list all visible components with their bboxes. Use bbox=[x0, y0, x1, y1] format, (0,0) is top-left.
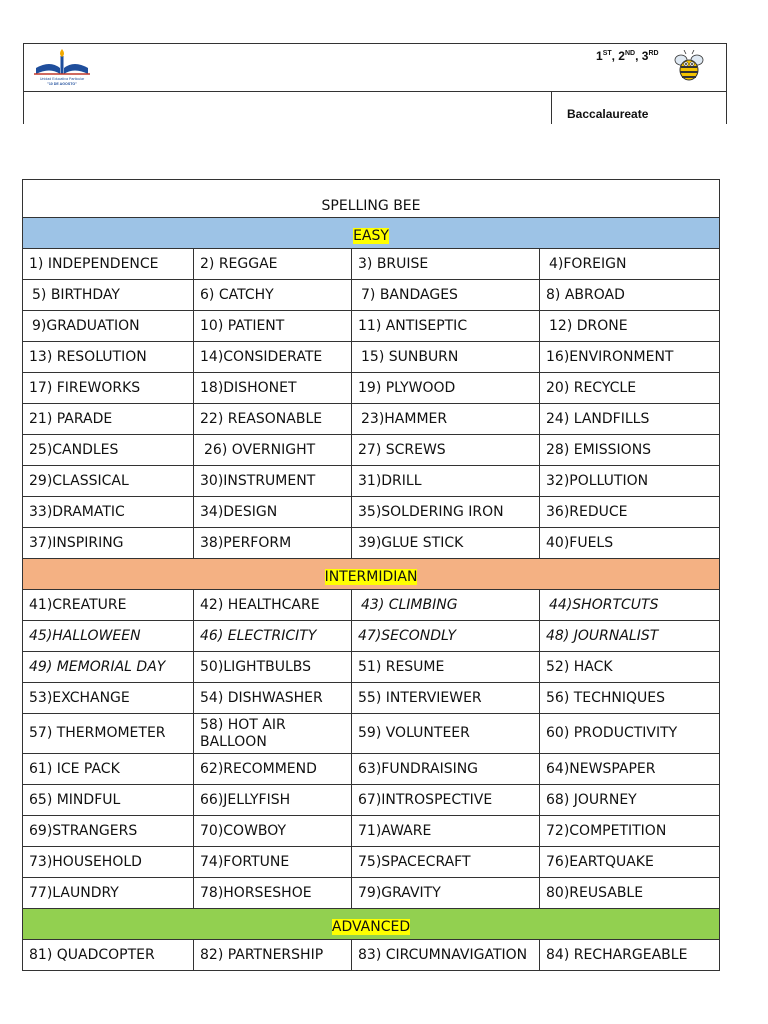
table-row bbox=[23, 816, 720, 847]
word-cell: 31)DRILL bbox=[352, 466, 540, 497]
word-cell: 64)NEWSPAPER bbox=[540, 754, 720, 785]
word-cell: 13) RESOLUTION bbox=[23, 342, 194, 373]
table-row bbox=[23, 878, 720, 909]
word-cell: 58) HOT AIR BALLOON bbox=[194, 714, 352, 754]
word-cell: 53)EXCHANGE bbox=[23, 683, 194, 714]
table-row bbox=[23, 342, 720, 373]
table-row bbox=[23, 466, 720, 497]
header-column-divider bbox=[551, 91, 552, 124]
word-cell: 83) CIRCUMNAVIGATION bbox=[352, 940, 540, 971]
word-cell: 65) MINDFUL bbox=[23, 785, 194, 816]
table-row bbox=[23, 311, 720, 342]
level-label: Baccalaureate bbox=[567, 107, 649, 121]
word-cell: 5) BIRTHDAY bbox=[23, 280, 194, 311]
word-cell: 79)GRAVITY bbox=[352, 878, 540, 909]
table-row bbox=[23, 683, 720, 714]
word-cell: 60) PRODUCTIVITY bbox=[540, 714, 720, 754]
word-cell: 39)GLUE STICK bbox=[352, 528, 540, 559]
table-title: SPELLING BEE bbox=[23, 180, 720, 218]
word-cell: 8) ABROAD bbox=[540, 280, 720, 311]
table-row bbox=[23, 528, 720, 559]
word-cell: 55) INTERVIEWER bbox=[352, 683, 540, 714]
word-cell: 18)DISHONET bbox=[194, 373, 352, 404]
word-cell: 78)HORSESHOE bbox=[194, 878, 352, 909]
word-cell: 3) BRUISE bbox=[352, 249, 540, 280]
word-cell: 63)FUNDRAISING bbox=[352, 754, 540, 785]
word-cell: 71)AWARE bbox=[352, 816, 540, 847]
table-row bbox=[23, 785, 720, 816]
word-cell: 10) PATIENT bbox=[194, 311, 352, 342]
word-cell: 9)GRADUATION bbox=[23, 311, 194, 342]
word-cell: 6) CATCHY bbox=[194, 280, 352, 311]
word-cell: 25)CANDLES bbox=[23, 435, 194, 466]
section-header-easy bbox=[23, 218, 720, 249]
section-label-intermediate: INTERMIDIAN bbox=[324, 569, 418, 585]
word-cell: 21) PARADE bbox=[23, 404, 194, 435]
table-row bbox=[23, 373, 720, 404]
word-cell: 47)SECONDLY bbox=[352, 621, 540, 652]
word-cell: 23)HAMMER bbox=[352, 404, 540, 435]
word-cell: 49) MEMORIAL DAY bbox=[23, 652, 194, 683]
word-cell: 12) DRONE bbox=[540, 311, 720, 342]
word-cell: 74)FORTUNE bbox=[194, 847, 352, 878]
word-cell: 67)INTROSPECTIVE bbox=[352, 785, 540, 816]
table-row bbox=[23, 280, 720, 311]
word-cell: 50)LIGHTBULBS bbox=[194, 652, 352, 683]
word-cell: 22) REASONABLE bbox=[194, 404, 352, 435]
word-cell: 57) THERMOMETER bbox=[23, 714, 194, 754]
word-cell: 72)COMPETITION bbox=[540, 816, 720, 847]
word-cell: 35)SOLDERING IRON bbox=[352, 497, 540, 528]
table-row bbox=[23, 714, 720, 754]
word-cell: 24) LANDFILLS bbox=[540, 404, 720, 435]
table-row bbox=[23, 621, 720, 652]
word-cell: 29)CLASSICAL bbox=[23, 466, 194, 497]
word-cell: 45)HALLOWEEN bbox=[23, 621, 194, 652]
table-row bbox=[23, 590, 720, 621]
word-cell: 51) RESUME bbox=[352, 652, 540, 683]
word-cell: 66)JELLYFISH bbox=[194, 785, 352, 816]
word-cell: 43) CLIMBING bbox=[352, 590, 540, 621]
svg-text:"10 DE AGOSTO": "10 DE AGOSTO" bbox=[47, 82, 77, 86]
word-cell: 70)COWBOY bbox=[194, 816, 352, 847]
table-row bbox=[23, 404, 720, 435]
word-cell: 27) SCREWS bbox=[352, 435, 540, 466]
word-cell: 16)ENVIRONMENT bbox=[540, 342, 720, 373]
school-logo-icon bbox=[32, 48, 92, 88]
word-cell: 61) ICE PACK bbox=[23, 754, 194, 785]
table-row bbox=[23, 497, 720, 528]
word-cell: 33)DRAMATIC bbox=[23, 497, 194, 528]
word-cell: 54) DISHWASHER bbox=[194, 683, 352, 714]
word-cell: 77)LAUNDRY bbox=[23, 878, 194, 909]
word-cell: 36)REDUCE bbox=[540, 497, 720, 528]
section-label-easy: EASY bbox=[353, 228, 389, 244]
word-cell: 28) EMISSIONS bbox=[540, 435, 720, 466]
word-cell: 52) HACK bbox=[540, 652, 720, 683]
word-cell: 2) REGGAE bbox=[194, 249, 352, 280]
word-cell: 37)INSPIRING bbox=[23, 528, 194, 559]
word-cell: 15) SUNBURN bbox=[352, 342, 540, 373]
word-cell: 80)REUSABLE bbox=[540, 878, 720, 909]
header-divider bbox=[24, 91, 726, 92]
table-row bbox=[23, 847, 720, 878]
word-cell: 81) QUADCOPTER bbox=[23, 940, 194, 971]
word-cell: 7) BANDAGES bbox=[352, 280, 540, 311]
word-cell: 76)EARTQUAKE bbox=[540, 847, 720, 878]
table-row bbox=[23, 652, 720, 683]
word-cell: 48) JOURNALIST bbox=[540, 621, 720, 652]
word-cell: 20) RECYCLE bbox=[540, 373, 720, 404]
word-cell: 11) ANTISEPTIC bbox=[352, 311, 540, 342]
word-cell: 69)STRANGERS bbox=[23, 816, 194, 847]
word-cell: 34)DESIGN bbox=[194, 497, 352, 528]
word-cell: 30)INSTRUMENT bbox=[194, 466, 352, 497]
word-cell: 75)SPACECRAFT bbox=[352, 847, 540, 878]
word-cell: 1) INDEPENDENCE bbox=[23, 249, 194, 280]
table-title-row bbox=[23, 180, 720, 218]
word-cell: 38)PERFORM bbox=[194, 528, 352, 559]
word-cell: 82) PARTNERSHIP bbox=[194, 940, 352, 971]
word-cell: 4)FOREIGN bbox=[540, 249, 720, 280]
word-cell: 14)CONSIDERATE bbox=[194, 342, 352, 373]
section-label-advanced: ADVANCED bbox=[331, 919, 411, 935]
word-cell: 68) JOURNEY bbox=[540, 785, 720, 816]
table-row bbox=[23, 435, 720, 466]
spelling-word-table bbox=[22, 179, 720, 971]
word-cell: 62)RECOMMEND bbox=[194, 754, 352, 785]
word-cell: 42) HEALTHCARE bbox=[194, 590, 352, 621]
word-cell: 41)CREATURE bbox=[23, 590, 194, 621]
word-cell: 17) FIREWORKS bbox=[23, 373, 194, 404]
table-row bbox=[23, 249, 720, 280]
word-cell: 44)SHORTCUTS bbox=[540, 590, 720, 621]
word-cell: 26) OVERNIGHT bbox=[194, 435, 352, 466]
word-cell: 40)FUELS bbox=[540, 528, 720, 559]
word-cell: 84) RECHARGEABLE bbox=[540, 940, 720, 971]
word-cell: 46) ELECTRICITY bbox=[194, 621, 352, 652]
word-cell: 73)HOUSEHOLD bbox=[23, 847, 194, 878]
section-header-intermediate bbox=[23, 559, 720, 590]
bee-icon bbox=[672, 50, 706, 84]
svg-text:Unidad Educativa Particular: Unidad Educativa Particular bbox=[39, 77, 85, 81]
table-row bbox=[23, 940, 720, 971]
grade-levels: 1ST, 2ND, 3RD bbox=[596, 49, 659, 63]
word-cell: 59) VOLUNTEER bbox=[352, 714, 540, 754]
table-row bbox=[23, 754, 720, 785]
word-cell: 19) PLYWOOD bbox=[352, 373, 540, 404]
section-header-advanced bbox=[23, 909, 720, 940]
word-cell: 56) TECHNIQUES bbox=[540, 683, 720, 714]
word-cell: 32)POLLUTION bbox=[540, 466, 720, 497]
